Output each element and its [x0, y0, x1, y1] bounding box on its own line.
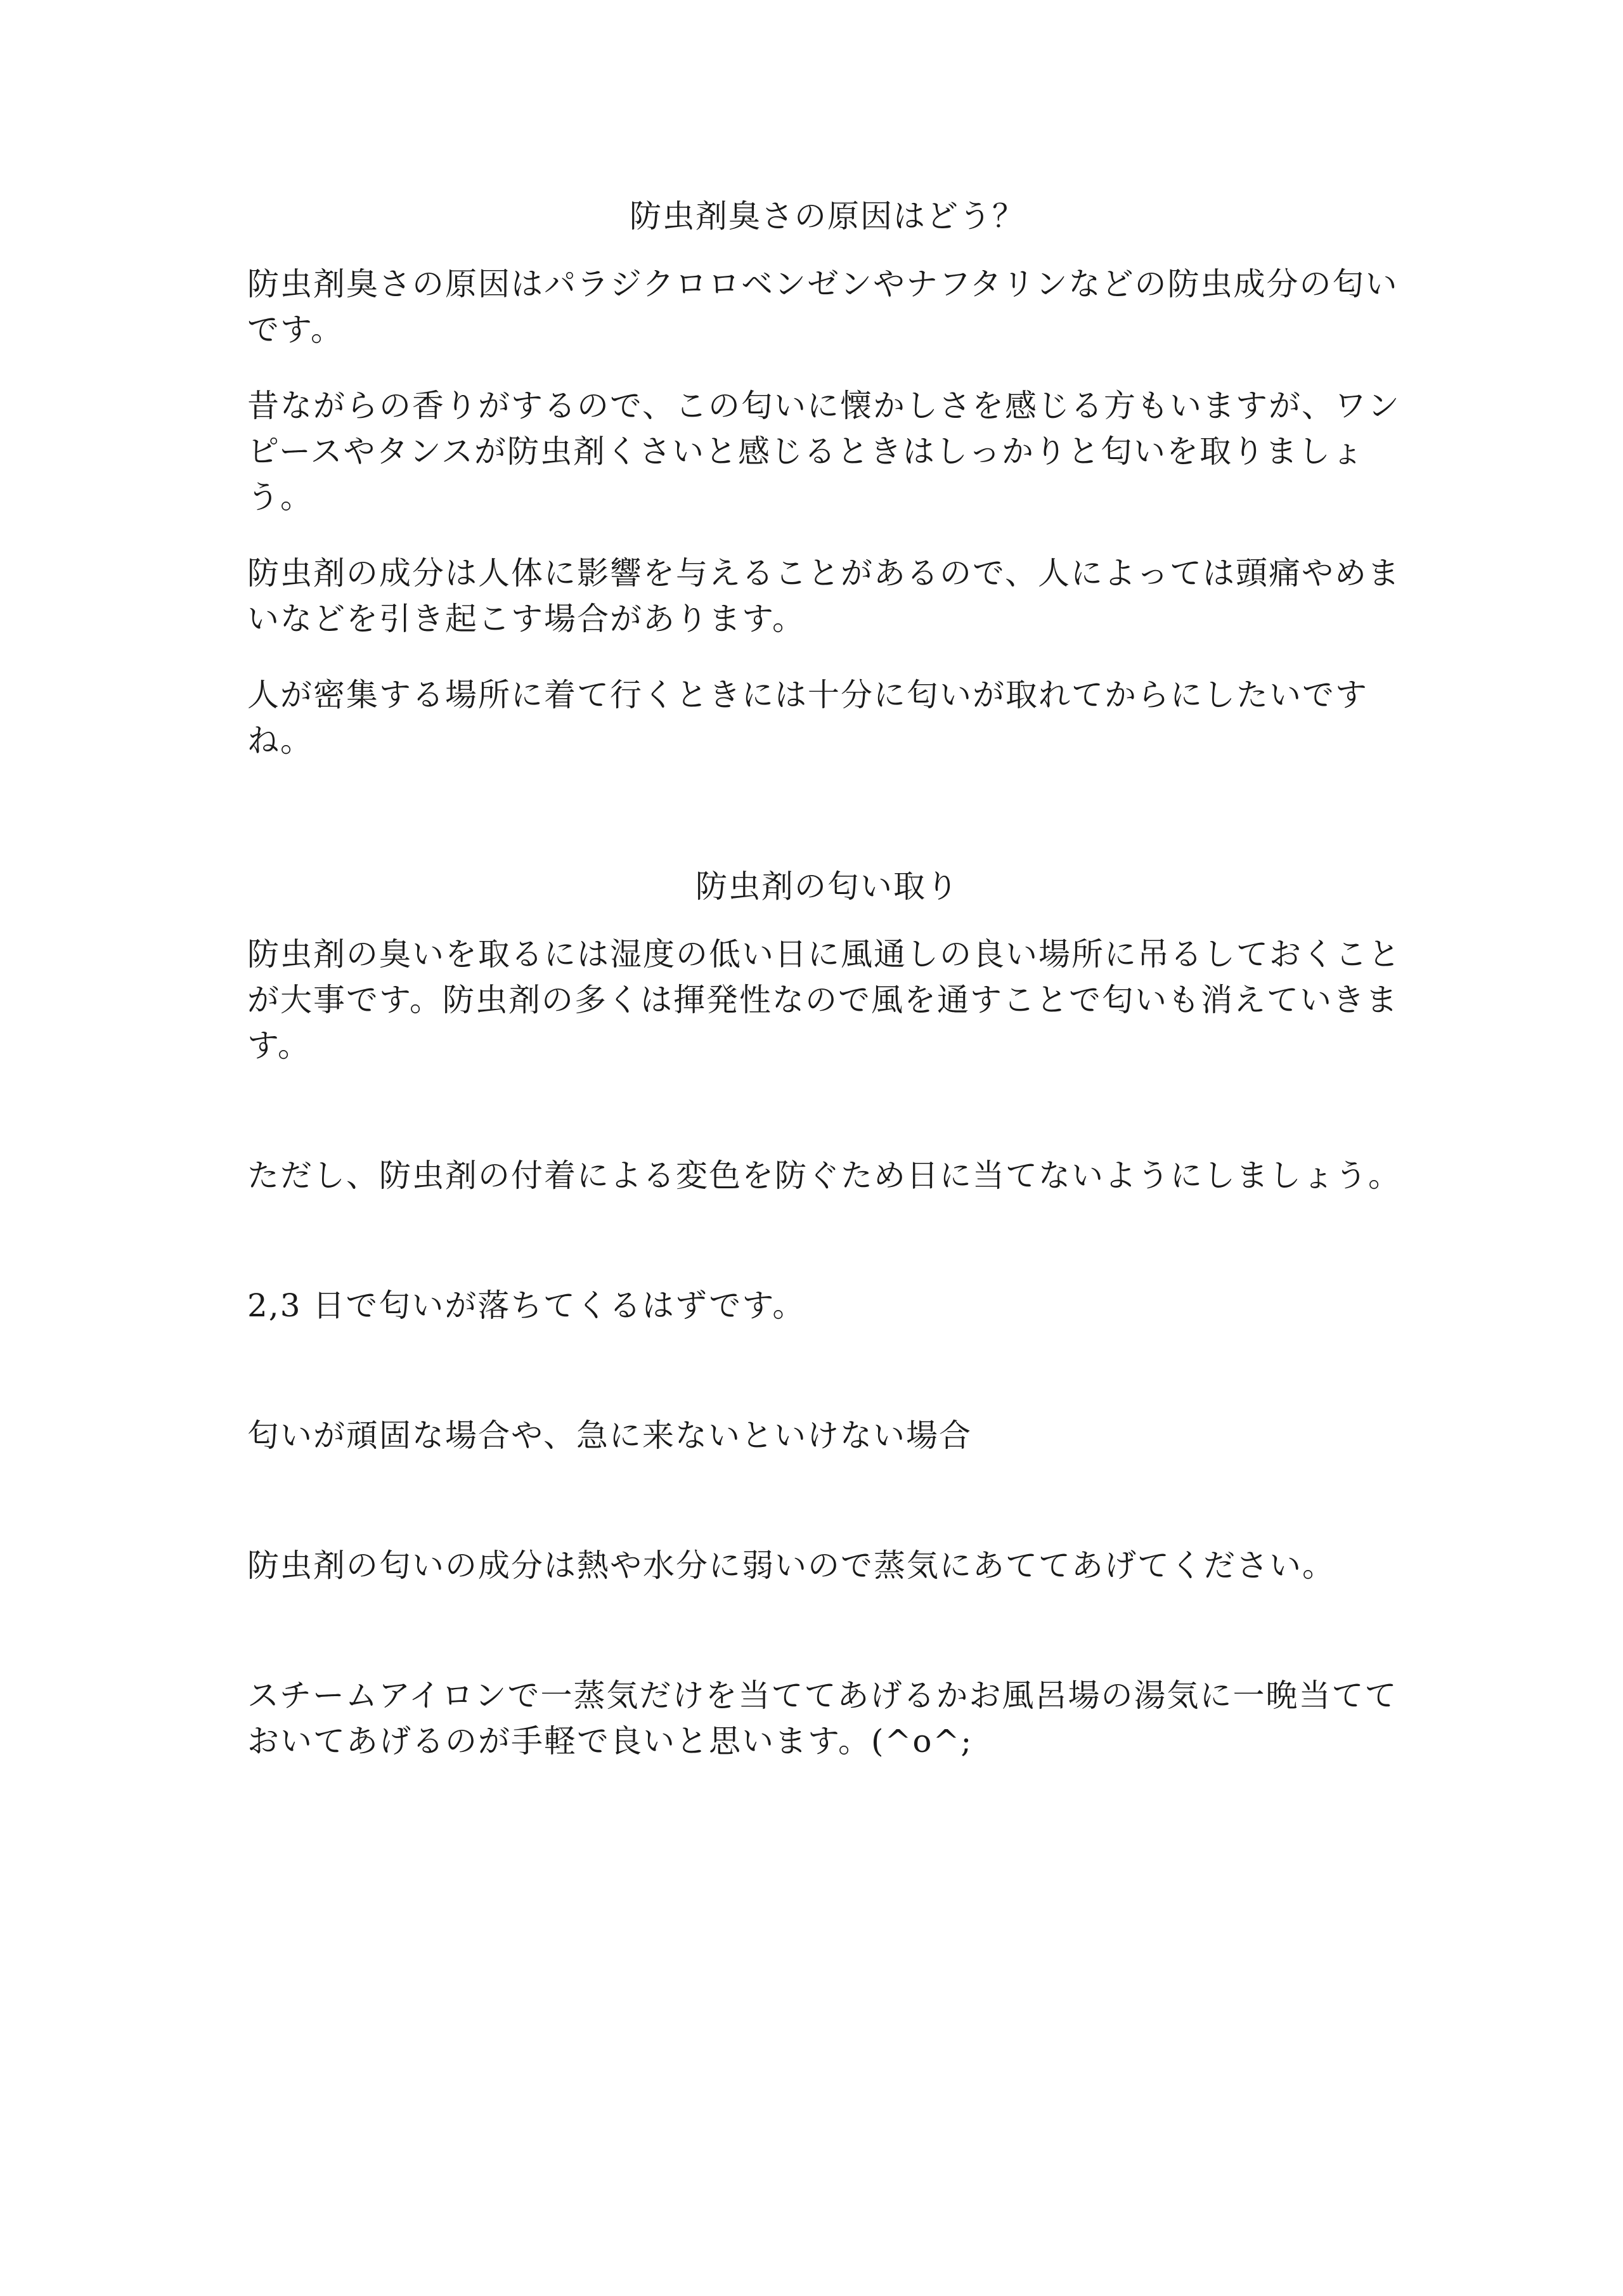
spacer: [247, 794, 1407, 864]
paragraph-cause-2: 昔ながらの香りがするので、この匂いに懐かしさを感じる方もいますが、ワンピースやタンスが防虫剤くさいと感じるときはしっかりと匂いを取りましょう。: [247, 387, 1400, 516]
spacer: [247, 1229, 1407, 1283]
spacer: [247, 1619, 1407, 1673]
paragraph-cause-4: 人が密集する場所に着て行くときには十分に匂いが取れてからにしたいですね。: [247, 677, 1368, 759]
paragraph-removal-6: スチームアイロンで一蒸気だけを当ててあげるかお風呂場の湯気に一晩当てておいてあげるのが手軽で良いと思います。(^o^;: [247, 1677, 1398, 1760]
paragraph-removal-1: 防虫剤の臭いを取るには湿度の低い日に風通しの良い場所に吊るしておくことが大事です。防虫剤の多くは揮発性なので風を通すことで匂いも消えていきます。: [247, 936, 1401, 1064]
spacer: [247, 1099, 1407, 1153]
document-body: [247, 193, 1407, 1794]
spacer: [247, 1359, 1407, 1413]
paragraph-removal-4: 匂いが頑固な場合や、急に来ないといけない場合: [247, 1417, 972, 1454]
spacer: [247, 1489, 1407, 1543]
paragraph-removal-5: 防虫剤の匂いの成分は熱や水分に弱いので蒸気にあててあげてください。: [247, 1547, 1335, 1584]
paragraph-removal-3: 2,3 日で匂いが落ちてくるはずです。: [247, 1287, 806, 1324]
section-heading-removal: 防虫剤の匂い取り: [695, 868, 959, 905]
paragraph-cause-3: 防虫剤の成分は人体に影響を与えることがあるので、人によっては頭痛やめまいなどを引き起こす場合があります。: [247, 555, 1400, 637]
paragraph-removal-2: ただし、防虫剤の付着による変色を防ぐため日に当てないようにしましょう。: [247, 1157, 1401, 1194]
section-heading-cause: 防虫剤臭さの原因はどう？: [630, 198, 1025, 235]
paragraph-cause-1: 防虫剤臭さの原因はパラジクロロベンゼンやナフタリンなどの防虫成分の匂いです。: [247, 266, 1399, 348]
